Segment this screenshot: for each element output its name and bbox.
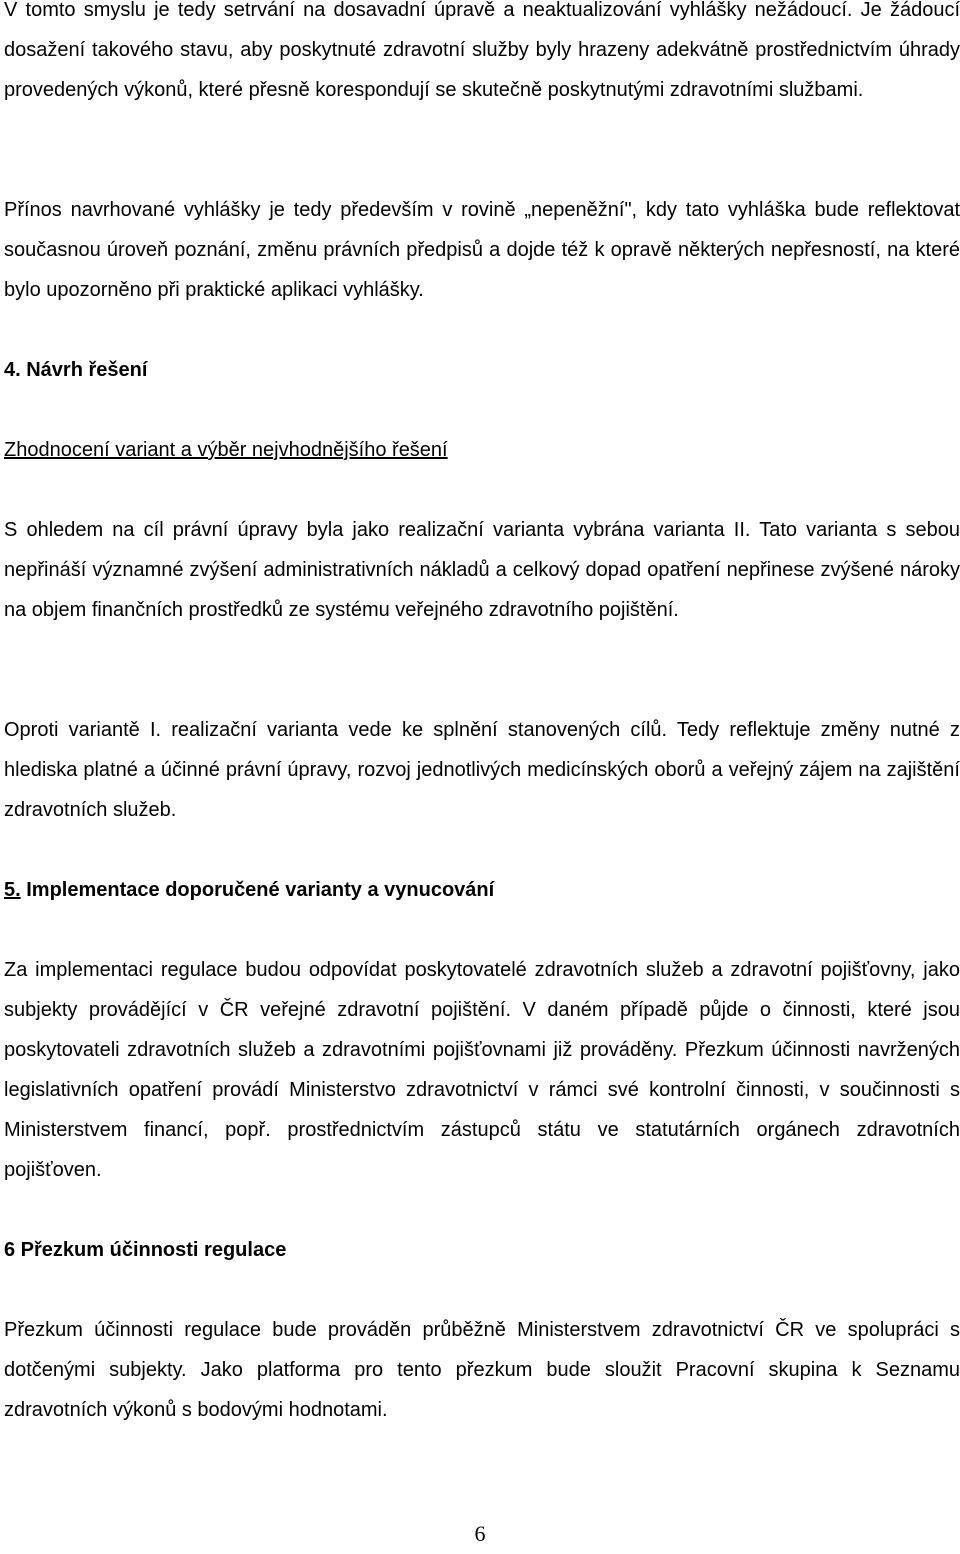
- paragraph-6: [4, 1310, 960, 1430]
- paragraph-text: Za implementaci regulace budou odpovídat poskytovatelé zdravotních služeb a zdravotní pojišťovny, jako subjekty provádějící v ČR veřejné zdravotní pojištění. V daném případě půjde o činnosti, které jsou poskytovateli zdravotních služeb a zdravotními pojišťovnami již prováděny. Přezkum účinnosti navržených legislativních opatření provádí Ministerstvo zdravotnictví v rámci své kontrolní činnosti, v součinnosti s Ministerstvem financí, popř. prostřednictvím zástupců státu ve statutárních orgánech zdravotních pojišťoven.: [4, 959, 960, 1181]
- paragraph-3: [4, 510, 960, 630]
- section-4-heading: [4, 350, 960, 390]
- paragraph-4: [4, 710, 960, 830]
- section-5-heading: [4, 870, 960, 910]
- paragraph-text: Přezkum účinnosti regulace bude prováděn průběžně Ministerstvem zdravotnictví ČR ve spolupráci s dotčenými subjekty. Jako platforma pro tento přezkum bude sloužit Pracovní skupina k Seznamu zdravotních výkonů s bodovými hodnotami.: [4, 1319, 960, 1421]
- section-title: 4. Návrh řešení: [4, 359, 148, 381]
- paragraph-text: Oproti variantě I. realizační varianta vede ke splnění stanovených cílů. Tedy reflektuje změny nutné z hlediska platné a účinné právní úpravy, rozvoj jednotlivých medicínských oborů a veřejný zájem na zajištění zdravotních služeb.: [4, 719, 960, 821]
- paragraph-text: S ohledem na cíl právní úpravy byla jako realizační varianta vybrána varianta II. Tato varianta s sebou nepřináší významné zvýšení administrativních nákladů a celkový dopad opatření nepřinese zvýšené nároky na objem finančních prostředků ze systému veřejného zdravotního pojištění.: [4, 519, 960, 621]
- section-title: 6 Přezkum účinnosti regulace: [4, 1239, 287, 1261]
- section-6-heading: [4, 1230, 960, 1270]
- paragraph-5: [4, 950, 960, 1190]
- page-number: 6: [474, 1521, 486, 1546]
- section-4-subheading: [4, 430, 960, 470]
- section-number: 5.: [4, 879, 21, 901]
- section-title: Implementace doporučené varianty a vynucování: [26, 879, 495, 901]
- paragraph-1: [4, 0, 960, 110]
- paragraph-text: V tomto smyslu je tedy setrvání na dosavadní úpravě a neaktualizování vyhlášky nežádoucí. Je žádoucí dosažení takového stavu, aby poskytnuté zdravotní služby byly hrazeny adekvátně prostřednictvím úhrady provedených výkonů, které přesně korespondují se skutečně poskytnutými zdravotními službami.: [4, 0, 960, 101]
- paragraph-text: Přínos navrhované vyhlášky je tedy především v rovině „nepeněžní", kdy tato vyhláška bude reflektovat současnou úroveň poznání, změnu právních předpisů a dojde též k opravě některých nepřesností, na které bylo upozorněno při praktické aplikaci vyhlášky.: [4, 199, 960, 301]
- section-subtitle: Zhodnocení variant a výběr nejvhodnějšího řešení: [4, 439, 448, 461]
- paragraph-2: [4, 190, 960, 310]
